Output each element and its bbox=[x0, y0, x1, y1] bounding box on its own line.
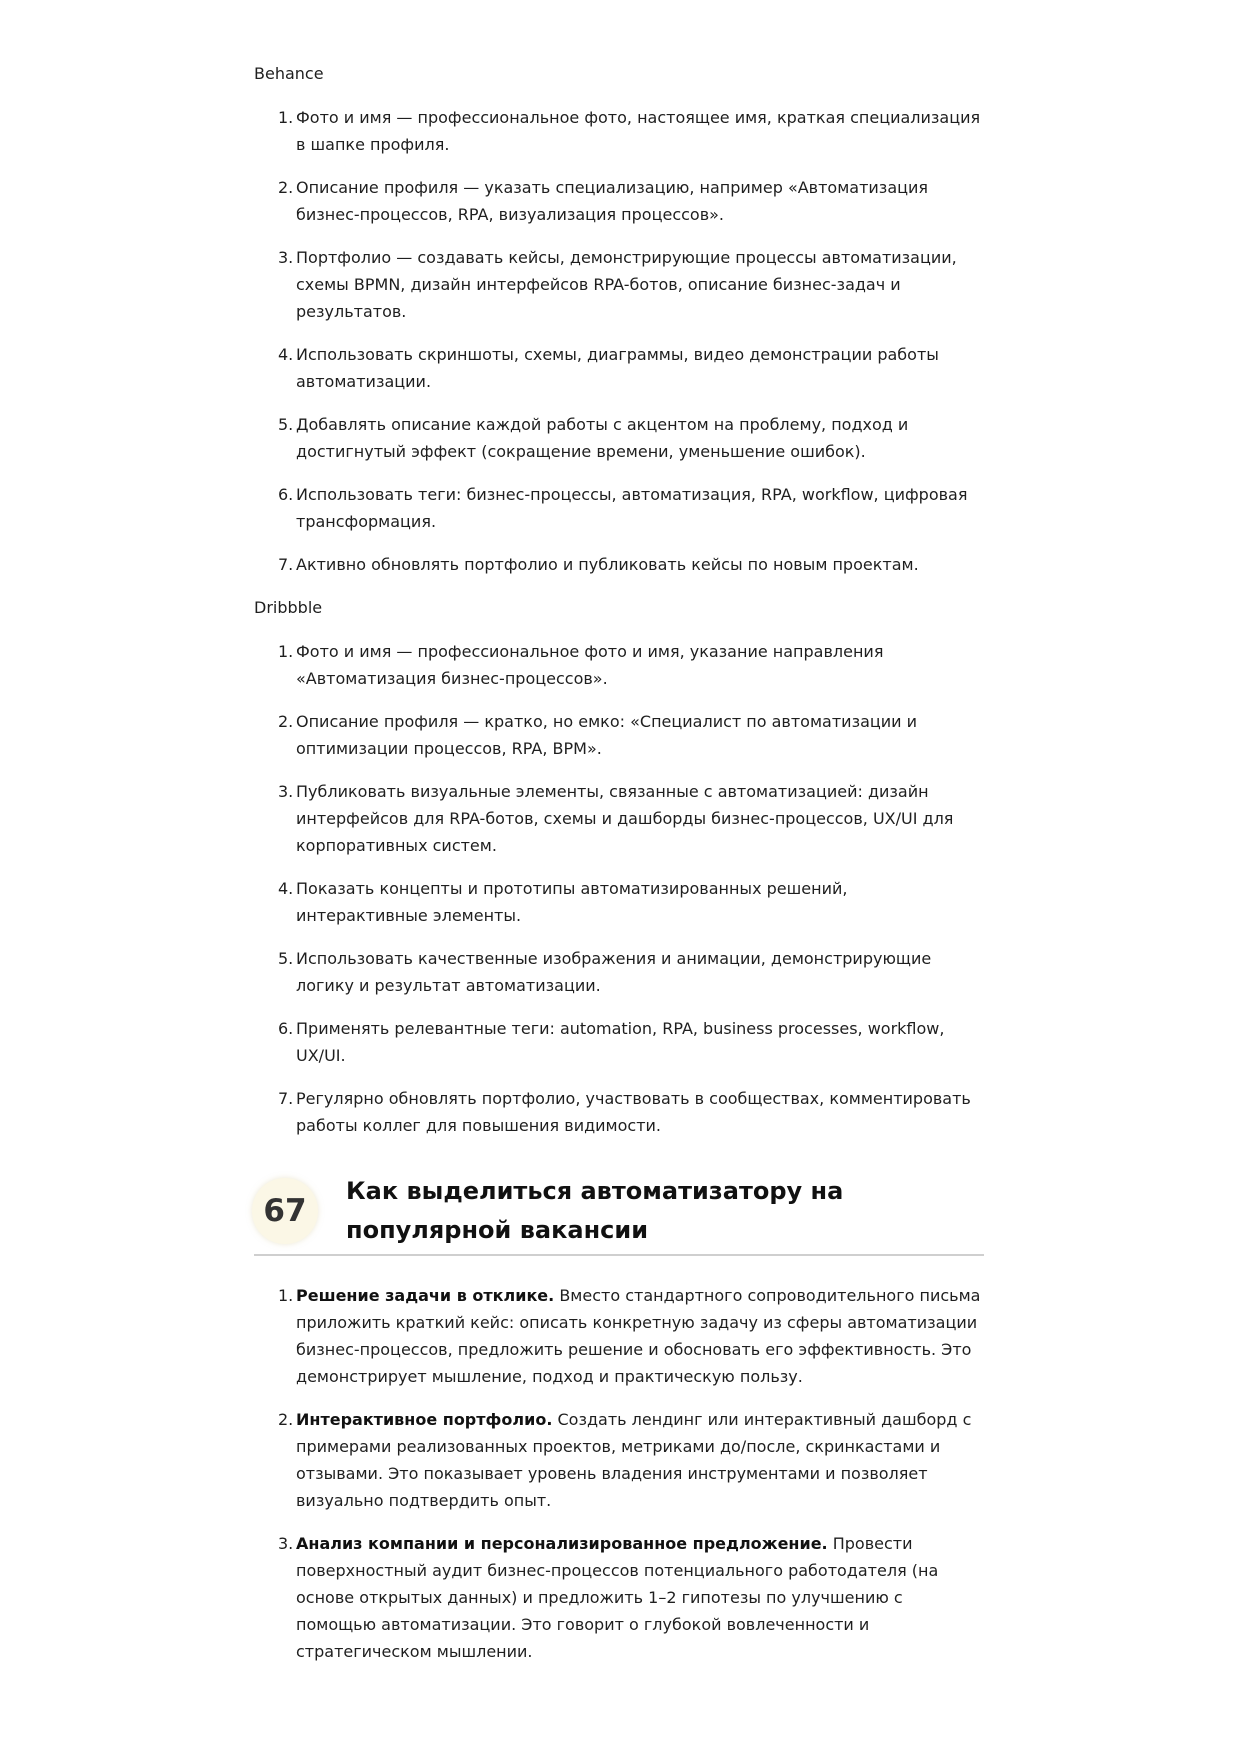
list-item: 5. Использовать качественные изображения и анимации, демонстрирующие логику и результат автоматизации. bbox=[278, 949, 932, 995]
behance-label: Behance bbox=[254, 64, 324, 83]
list-item: 1. Фото и имя — профессиональное фото, настоящее имя, краткая специализация в шапке профиля. bbox=[278, 108, 981, 154]
list-item: 2. Описание профиля — кратко, но емко: «Специалист по автоматизации и оптимизации процессов, RPA, BPM». bbox=[278, 712, 918, 758]
platform-tips bbox=[254, 58, 984, 1155]
list-item: 1. Фото и имя — профессиональное фото и имя, указание направления «Автоматизация бизнес-процессов». bbox=[278, 642, 884, 688]
list-item: 1. Решение задачи в отклике. Вместо стандартного сопроводительного письма приложить краткий кейс: описать конкретную задачу из сферы автоматизации бизнес-процессов, предложить решение и обосновать его эффективность. Это демонстрирует мышление, подход и практическую пользу. bbox=[278, 1286, 981, 1386]
list-item: 3. Портфолио — создавать кейсы, демонстрирующие процессы автоматизации, схемы BPMN, дизайн интерфейсов RPA-ботов, описание бизнес-задач и результатов. bbox=[278, 248, 957, 321]
list-item: 7. Регулярно обновлять портфолио, участвовать в сообществах, комментировать работы коллег для повышения видимости. bbox=[278, 1089, 971, 1135]
section-number-badge: 67 bbox=[252, 1178, 318, 1244]
list-item: 4. Использовать скриншоты, схемы, диаграммы, видео демонстрации работы автоматизации. bbox=[278, 345, 939, 391]
list-item: 4. Показать концепты и прототипы автоматизированных решений, интерактивные элементы. bbox=[278, 879, 848, 925]
section-title: Как выделиться автоматизатору на популярной вакансии bbox=[346, 1177, 844, 1244]
dribbble-label: Dribbble bbox=[254, 598, 323, 617]
list-item: 6. Применять релевантные теги: automation, RPA, business processes, workflow, UX/UI. bbox=[278, 1019, 945, 1065]
section-list bbox=[254, 1282, 984, 1665]
list-item: 3. Публиковать визуальные элементы, связанные с автоматизацией: дизайн интерфейсов для RPA-ботов, схемы и дашборды бизнес-процессов, UX/UI для корпоративных систем. bbox=[278, 782, 954, 855]
list-item: 2. Описание профиля — указать специализацию, например «Автоматизация бизнес-процессов, RPA, визуализация процессов». bbox=[278, 178, 929, 224]
list-item: 7. Активно обновлять портфолио и публиковать кейсы по новым проектам. bbox=[278, 555, 919, 574]
list-item: 2. Интерактивное портфолио. Создать лендинг или интерактивный дашборд с примерами реализованных проектов, метриками до/после, скринкастами и отзывами. Это показывает уровень владения инструментами и позволяет визуально подтвердить опыт. bbox=[278, 1410, 972, 1510]
list-item: 5. Добавлять описание каждой работы с акцентом на проблему, подход и достигнутый эффект (сокращение времени, уменьшение ошибок). bbox=[278, 415, 909, 461]
dribbble-list bbox=[254, 638, 984, 1139]
list-item: 6. Использовать теги: бизнес-процессы, автоматизация, RPA, workflow, цифровая трансформация. bbox=[278, 485, 968, 531]
section-heading bbox=[254, 1170, 984, 1256]
section-67 bbox=[254, 1170, 984, 1681]
behance-list bbox=[254, 104, 984, 578]
list-item: 3. Анализ компании и персонализированное предложение. Провести поверхностный аудит бизнес-процессов потенциального работодателя (на основе открытых данных) и предложить 1–2 гипотезы по улучшению с помощью автоматизации. Это говорит о глубокой вовлеченности и стратегическом мышлении. bbox=[278, 1534, 939, 1661]
